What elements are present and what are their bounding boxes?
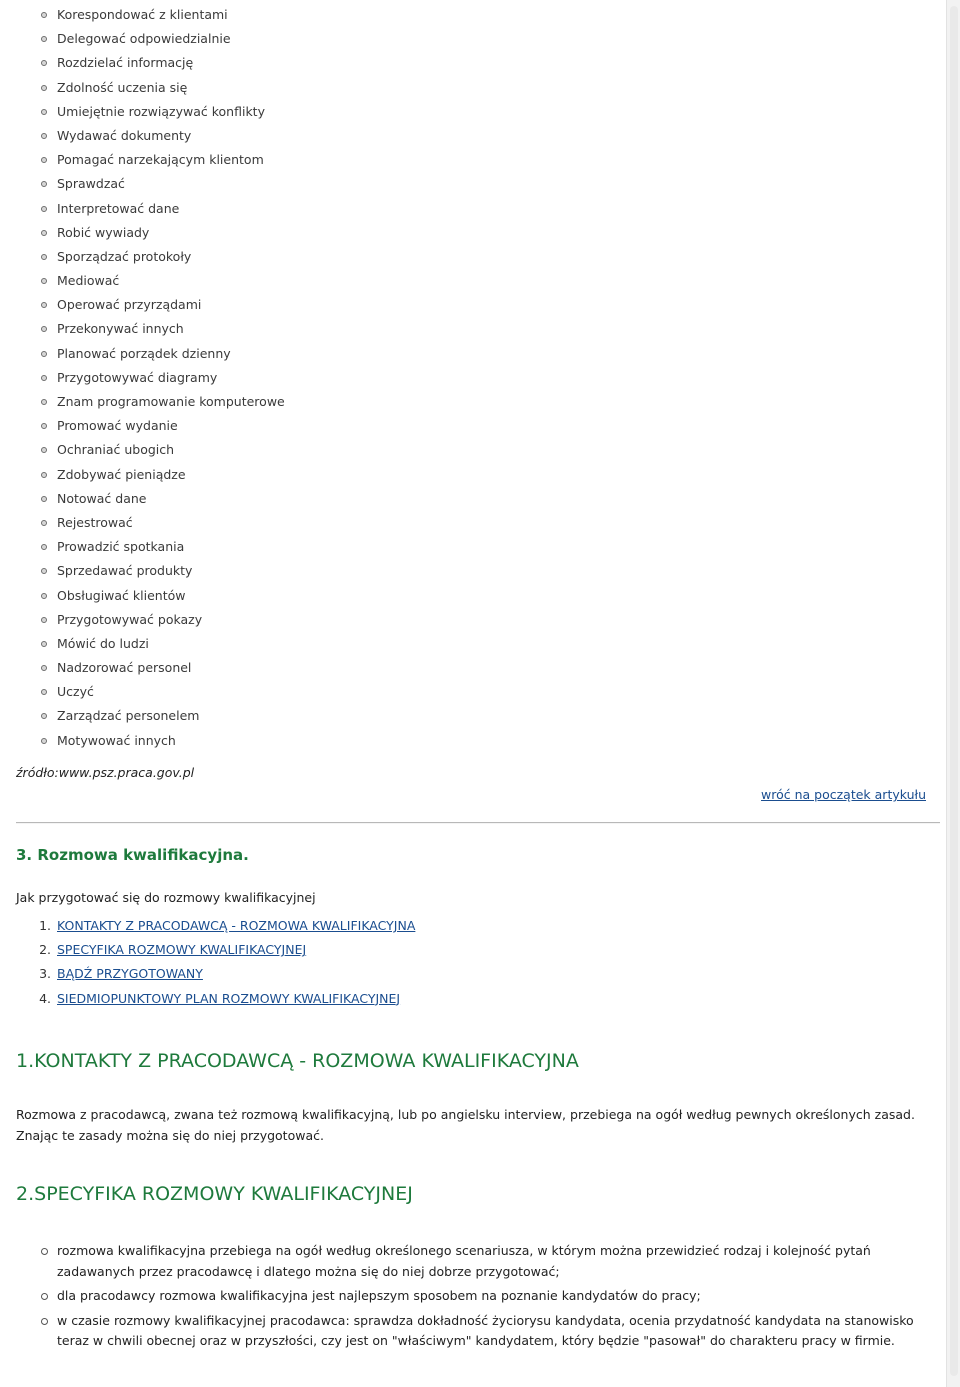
list-item-label: Ochraniać ubogich <box>57 442 175 458</box>
list-item <box>0 245 285 269</box>
bullet-icon <box>41 738 47 744</box>
list-item-label: Rozdzielać informację <box>57 55 194 71</box>
list-item-label: Prowadzić spotkania <box>57 539 185 555</box>
vertical-scrollbar[interactable] <box>948 0 960 1387</box>
bullet-icon <box>41 85 47 91</box>
bullet-icon <box>41 206 47 212</box>
list-item-label: Rejestrować <box>57 514 133 530</box>
list-item <box>0 148 285 172</box>
list-item-label: Przygotowywać pokazy <box>57 611 203 627</box>
bullet-icon <box>41 109 47 115</box>
bullet-icon <box>41 254 47 260</box>
list-item-label: Sporządzać protokoły <box>57 248 192 264</box>
toc-link-plan[interactable]: SIEDMIOPUNKTOWY PLAN ROZMOWY KWALIFIKACYJNEJ <box>57 990 401 1006</box>
list-item <box>0 366 285 390</box>
bullet-icon <box>41 593 47 599</box>
list-item <box>0 463 285 487</box>
source-note: źródło:www.psz.praca.gov.pl <box>16 765 195 780</box>
list-item <box>0 51 285 75</box>
skills-list <box>0 3 285 753</box>
bullet-icon <box>41 665 47 671</box>
circle-bullet-icon <box>41 1248 48 1255</box>
list-item-label: Obsługiwać klientów <box>57 587 186 603</box>
list-item <box>0 390 285 414</box>
circle-bullet-icon <box>41 1318 48 1325</box>
list-item <box>0 197 285 221</box>
list-item-label: Planować porządek dzienny <box>57 345 231 361</box>
bullet-icon <box>41 713 47 719</box>
list-item-label: Przygotowywać diagramy <box>57 369 218 385</box>
list-item: dla pracodawcy rozmowa kwalifikacyjna jest najlepszym sposobem na poznanie kandydatów do pracy; <box>0 1286 946 1307</box>
bullet-icon <box>41 12 47 18</box>
subsection-2-list <box>0 1241 946 1356</box>
list-item-label: Nadzorować personel <box>57 660 192 676</box>
bullet-icon <box>41 351 47 357</box>
bullet-icon <box>41 544 47 550</box>
list-item-label: Wydawać dokumenty <box>57 127 192 143</box>
list-item <box>0 729 285 753</box>
list-item-label: Motywować innych <box>57 732 176 748</box>
bullet-icon <box>41 496 47 502</box>
list-item <box>0 535 285 559</box>
list-item-label: Korespondować z klientami <box>57 7 228 22</box>
toc-item: 2. SPECYFIKA ROZMOWY KWALIFIKACYJNEJ <box>39 942 307 958</box>
list-item <box>0 511 285 535</box>
list-item <box>0 656 285 680</box>
bullet-icon <box>41 157 47 163</box>
list-item-label: Umiejętnie rozwiązywać konflikty <box>57 103 265 119</box>
list-item-label: Promować wydanie <box>57 418 178 434</box>
list-item-label: Mówić do ludzi <box>57 635 149 651</box>
bullet-icon <box>41 60 47 66</box>
bullet-icon <box>41 36 47 42</box>
section-divider <box>16 822 940 824</box>
toc-link-badz-przygotowany[interactable]: BĄDŹ PRZYGOTOWANY <box>57 966 203 982</box>
bullet-icon <box>41 181 47 187</box>
section-3-intro: Jak przygotować się do rozmowy kwalifikacyjnej <box>16 890 316 905</box>
list-item <box>0 584 285 608</box>
list-item <box>0 414 285 438</box>
section-3-heading: 3. Rozmowa kwalifikacyjna. <box>16 846 249 864</box>
list-item <box>0 608 285 632</box>
list-item <box>0 438 285 462</box>
list-item-label: Sprawdzać <box>57 176 125 192</box>
bullet-icon <box>41 641 47 647</box>
bullet-icon <box>41 230 47 236</box>
list-item <box>0 317 285 341</box>
scrollbar-thumb[interactable] <box>950 6 958 1376</box>
list-item <box>0 3 285 27</box>
bullet-icon <box>41 302 47 308</box>
list-item <box>0 124 285 148</box>
list-item: w czasie rozmowy kwalifikacyjnej pracodawca: sprawdza dokładność życiorysu kandydata, ocenia przydatność kandydata na stanowisko teraz w chwili obecnej oraz w przyszłości, czy jest on "właściwym" kandydatem, który będzie "pasował" do charakteru pracy w firmie. <box>0 1311 946 1352</box>
list-item <box>0 680 285 704</box>
list-item-label: Zdolność uczenia się <box>57 79 188 95</box>
list-item-label: Przekonywać innych <box>57 321 184 337</box>
bullet-icon <box>41 447 47 453</box>
bullet-icon <box>41 133 47 139</box>
list-item-label: Notować dane <box>57 490 147 506</box>
list-item <box>0 559 285 583</box>
toc-item: 4. SIEDMIOPUNKTOWY PLAN ROZMOWY KWALIFIKACYJNEJ <box>39 990 401 1006</box>
toc-link-kontakty[interactable]: KONTAKTY Z PRACODAWCĄ - ROZMOWA KWALIFIKACYJNA <box>57 918 416 933</box>
bullet-icon <box>41 520 47 526</box>
list-item-label: Sprzedawać produkty <box>57 563 193 579</box>
toc-link-specyfika[interactable]: SPECYFIKA ROZMOWY KWALIFIKACYJNEJ <box>57 942 307 958</box>
bullet-icon <box>41 326 47 332</box>
list-item-label: Operować przyrządami <box>57 297 202 313</box>
list-item-label: Robić wywiady <box>57 224 150 240</box>
list-item-label: Mediować <box>57 273 120 289</box>
list-item <box>0 172 285 196</box>
subsection-2-heading: 2.SPECYFIKA ROZMOWY KWALIFIKACYJNEJ <box>16 1183 413 1205</box>
list-item-label: Interpretować dane <box>57 200 180 216</box>
list-item <box>0 221 285 245</box>
list-item-label: Znam programowanie komputerowe <box>57 394 285 409</box>
list-item-label: Pomagać narzekającym klientom <box>57 152 264 168</box>
bullet-icon <box>41 423 47 429</box>
subsection-1-paragraph: Rozmowa z pracodawcą, zwana też rozmową kwalifikacyjną, lub po angielsku interview, przebiega na ogół według pewnych określonych zasad. Znając te zasady można się do niej przygotować. <box>16 1107 915 1143</box>
list-item <box>0 632 285 656</box>
list-item-label: Zarządzać personelem <box>57 708 200 724</box>
list-item <box>0 342 285 366</box>
bullet-icon <box>41 472 47 478</box>
circle-bullet-icon <box>41 1293 48 1300</box>
bullet-icon <box>41 399 47 405</box>
bullet-icon <box>41 375 47 381</box>
list-item-label: Delegować odpowiedzialnie <box>57 31 231 47</box>
list-item <box>0 704 285 728</box>
toc-item: 1. KONTAKTY Z PRACODAWCĄ - ROZMOWA KWALIFIKACYJNA <box>39 918 416 933</box>
toc-item: 3. BĄDŹ PRZYGOTOWANY <box>39 966 203 982</box>
list-item <box>0 100 285 124</box>
subsection-1-heading: 1.KONTAKTY Z PRACODAWCĄ - ROZMOWA KWALIFIKACYJNA <box>16 1050 579 1072</box>
back-to-top-link[interactable]: wróć na początek artykułu <box>761 787 926 802</box>
bullet-icon <box>41 689 47 695</box>
list-item <box>0 269 285 293</box>
bullet-icon <box>41 617 47 623</box>
list-item <box>0 76 285 100</box>
list-item-label: Zdobywać pieniądze <box>57 466 186 482</box>
list-item <box>0 293 285 317</box>
list-item <box>0 27 285 51</box>
section-3-toc <box>0 914 415 1011</box>
bullet-icon <box>41 568 47 574</box>
bullet-icon <box>41 278 47 284</box>
list-item <box>0 487 285 511</box>
list-item: rozmowa kwalifikacyjna przebiega na ogół według określonego scenariusza, w którym można przewidzieć rodzaj i kolejność pytań zadawanych przez pracodawcę i dlatego można się do niej dobrze przygotować; <box>0 1241 946 1282</box>
list-item-label: Uczyć <box>57 684 94 700</box>
